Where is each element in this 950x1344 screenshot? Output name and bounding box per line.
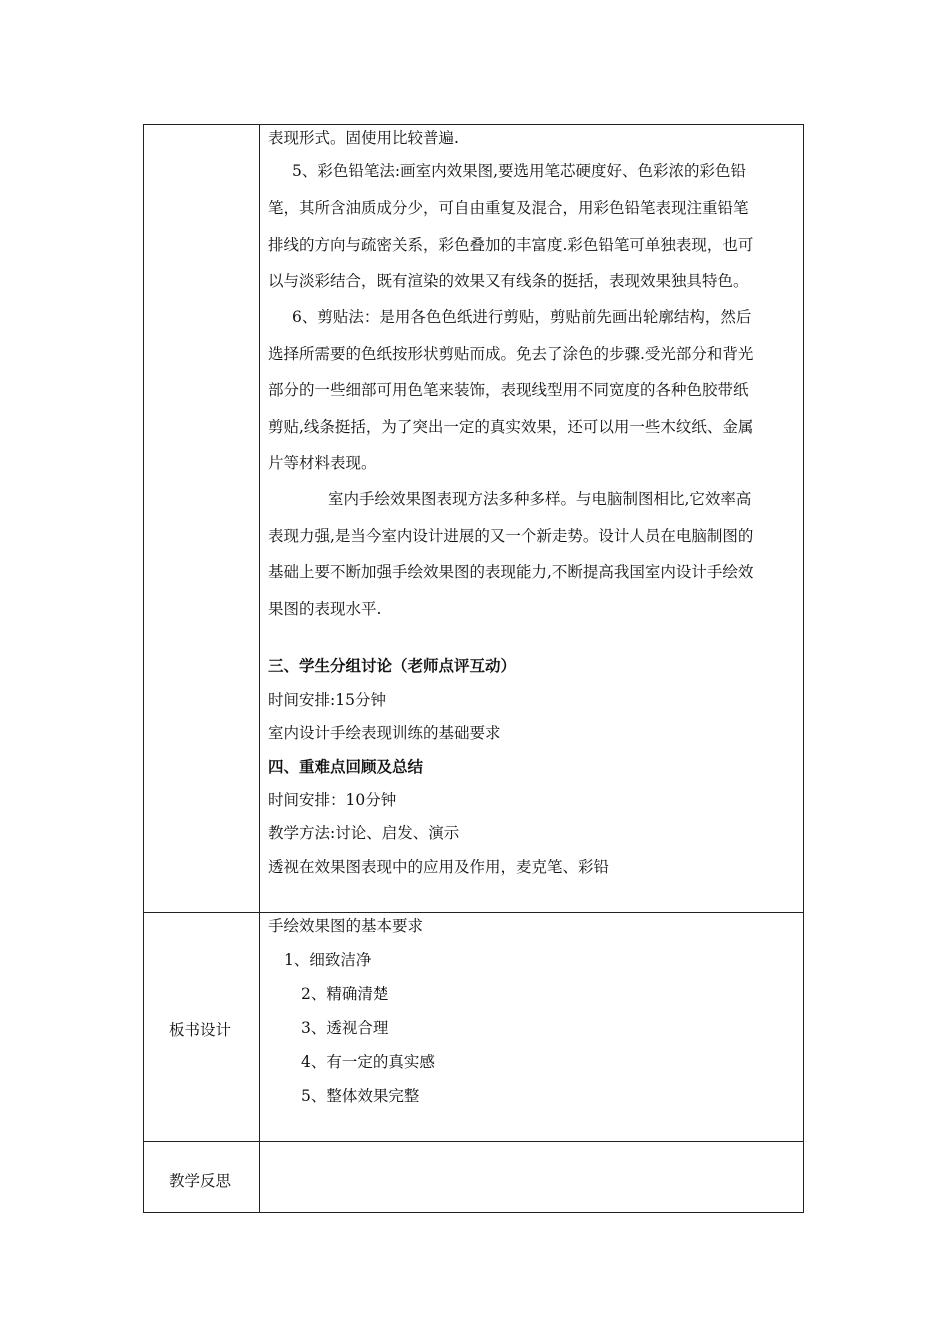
body-line-3: 笔，其所含油质成分少，可自由重复及混合，用彩色铅笔表现注重铅笔 bbox=[268, 199, 749, 217]
board-design-item-2: 2、精确清楚 bbox=[301, 985, 389, 1003]
section4-time: 时间安排：10分钟 bbox=[268, 791, 397, 809]
section4-method: 教学方法:讨论、启发、演示 bbox=[268, 824, 460, 842]
body-line-8: 部分的一些细部可用色笔来装饰，表现线型用不同宽度的各种色胶带纸 bbox=[268, 381, 749, 399]
section3-heading: 三、学生分组讨论（老师点评互动） bbox=[268, 656, 517, 675]
section3-time: 时间安排:15分钟 bbox=[268, 691, 386, 709]
board-design-title: 手绘效果图的基本要求 bbox=[268, 917, 424, 935]
body-line-5: 以与淡彩结合，既有渲染的效果又有线条的挺括，表现效果独具特色。 bbox=[268, 272, 749, 290]
reflection-label: 教学反思 bbox=[169, 1172, 232, 1190]
body-line-12: 表现力强,是当今室内设计进展的又一个新走势。设计人员在电脑制图的 bbox=[268, 527, 754, 545]
row-divider-2 bbox=[144, 1141, 803, 1142]
board-design-label: 板书设计 bbox=[169, 1021, 232, 1039]
body-line-14: 果图的表现水平. bbox=[268, 600, 382, 618]
body-line-9: 剪贴,线条挺括，为了突出一定的真实效果，还可以用一些木纹纸、金属 bbox=[268, 418, 754, 436]
body-line-1: 表现形式。固使用比较普遍. bbox=[268, 129, 459, 147]
section3-content: 室内设计手绘表现训练的基础要求 bbox=[268, 724, 501, 742]
body-line-11: 室内手绘效果图表现方法多种多样。与电脑制图相比,它效率高 bbox=[328, 490, 752, 508]
body-line-7: 选择所需要的色纸按形状剪贴而成。免去了涂色的步骤.受光部分和背光 bbox=[268, 345, 754, 363]
board-design-item-1: 1、细致洁净 bbox=[284, 951, 372, 969]
section4-heading: 四、重难点回顾及总结 bbox=[268, 757, 424, 776]
board-design-item-5: 5、整体效果完整 bbox=[301, 1087, 420, 1105]
body-line-10: 片等材料表现。 bbox=[268, 454, 377, 472]
board-design-item-3: 3、透视合理 bbox=[301, 1019, 389, 1037]
section4-content: 透视在效果图表现中的应用及作用，麦克笔、彩铅 bbox=[268, 858, 610, 876]
body-line-6: 6、剪贴法：是用各色色纸进行剪贴，剪贴前先画出轮廓结构，然后 bbox=[292, 308, 752, 326]
row-divider-1 bbox=[144, 912, 803, 913]
body-line-13: 基础上要不断加强手绘效果图的表现能力,不断提高我国室内设计手绘效 bbox=[268, 563, 754, 581]
column-divider bbox=[259, 125, 260, 1212]
body-line-2: 5、彩色铅笔法:画室内效果图,要选用笔芯硬度好、色彩浓的彩色铅 bbox=[292, 162, 747, 180]
body-line-4: 排线的方向与疏密关系，彩色叠加的丰富度.彩色铅笔可单独表现，也可 bbox=[268, 236, 754, 254]
board-design-item-4: 4、有一定的真实感 bbox=[301, 1053, 435, 1071]
